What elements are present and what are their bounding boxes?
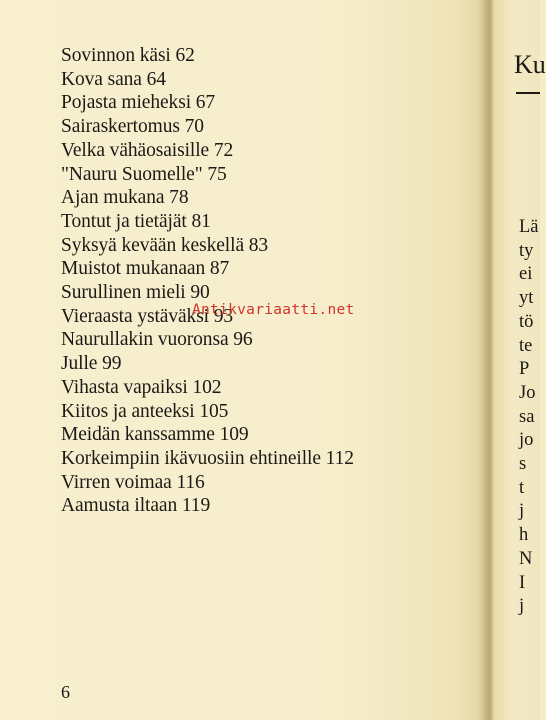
toc-entry: Aamusta iltaan 119	[61, 495, 211, 517]
toc-entry: Julle 99	[61, 353, 122, 375]
toc-entry: Surullinen mieli 90	[61, 282, 210, 304]
text-line-fragment: I	[519, 572, 526, 593]
toc-entry: Kova sana 64	[61, 68, 166, 90]
text-line-fragment: Lä	[519, 217, 539, 237]
right-page-text	[519, 216, 539, 619]
toc-entry: Naurullakin vuoronsa 96	[61, 329, 253, 351]
right-page	[494, 0, 546, 720]
toc-entry: Muistot mukanaan 87	[61, 258, 230, 280]
toc-entry: Vieraasta ystäväksi 93	[61, 305, 234, 327]
text-line-fragment: s	[519, 454, 527, 475]
text-line-fragment: sa	[519, 406, 535, 427]
text-line-fragment: j	[519, 596, 525, 617]
heading-rule	[516, 92, 540, 94]
toc-entry: Vihasta vapaiksi 102	[61, 376, 222, 398]
text-line-fragment: yt	[519, 288, 534, 309]
toc-entry: "Nauru Suomelle" 75	[61, 163, 227, 185]
toc-entry: Velka vähäosaisille 72	[61, 139, 234, 161]
text-line-fragment: h	[519, 525, 529, 546]
table-of-contents	[61, 44, 354, 518]
toc-entry: Ajan mukana 78	[61, 187, 189, 209]
toc-entry: Sovinnon käsi 62	[61, 45, 195, 66]
page-number: 6	[61, 682, 70, 702]
toc-entry: Syksyä kevään keskellä 83	[61, 234, 269, 256]
text-line-fragment: tö	[519, 311, 534, 332]
toc-entry: Pojasta mieheksi 67	[61, 92, 216, 114]
text-line-fragment: N	[519, 548, 533, 569]
toc-entry: Tontut ja tietäjät 81	[61, 210, 211, 232]
text-line-fragment: te	[519, 335, 533, 356]
text-line-fragment: ei	[519, 264, 533, 285]
text-line-fragment: t	[519, 477, 525, 498]
text-line-fragment: Jo	[519, 382, 536, 403]
text-line-fragment: ty	[519, 240, 534, 261]
text-line-fragment: jo	[519, 430, 534, 451]
text-line-fragment: P	[519, 359, 530, 380]
right-page-heading: Ku	[514, 50, 546, 79]
watermark: Antikvariaatti.net	[192, 302, 355, 318]
toc-entry: Korkeimpiin ikävuosiin ehtineille 112	[61, 447, 354, 469]
toc-entry: Meidän kanssamme 109	[61, 424, 249, 446]
toc-entry: Virren voimaa 116	[61, 471, 205, 493]
toc-entry: Sairaskertomus 70	[61, 116, 204, 138]
text-line-fragment: j	[519, 501, 525, 522]
toc-entry: Kiitos ja anteeksi 105	[61, 400, 229, 422]
